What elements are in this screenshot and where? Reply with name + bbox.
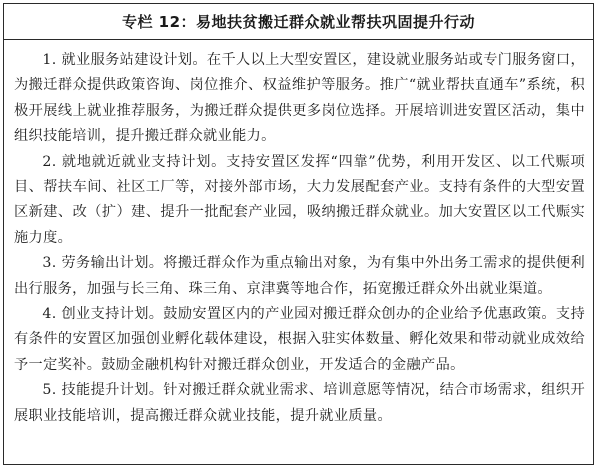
column-body: [4, 40, 593, 429]
paragraph-local-employment-support: 2. 就地就近就业支持计划。支持安置区发挥“四靠”优势，利用开发区、以工代赈项目、帮扶车间、社区工厂等，对接外部市场，大力发展配套产业。支持有条件的大型安置区新建、改（扩）建、提升一批配套产业园，吸纳搬迁群众就业。加大安置区以工代赈实施力度。: [14, 153, 585, 246]
column-box: [3, 3, 594, 465]
column-title: 专栏 12：易地扶贫搬迁群众就业帮扶巩固提升行动: [4, 4, 593, 40]
paragraph-labor-export: 3. 劳务输出计划。将搬迁群众作为重点输出对象，为有集中外出务工需求的提供便利出行服务，加强与长三角、珠三角、京津冀等地合作，拓宽搬迁群众外出就业渠道。: [14, 255, 585, 297]
paragraph-skill-upgrade: 5. 技能提升计划。针对搬迁群众就业需求、培训意愿等情况，结合市场需求，组织开展职业技能培训，提高搬迁群众就业技能，提升就业质量。: [14, 382, 585, 424]
paragraph-entrepreneurship-support: 4. 创业支持计划。鼓励安置区内的产业园对搬迁群众创办的企业给予优惠政策。支持有条件的安置区加强创业孵化载体建设，根据入驻实体数量、孵化效果和带动就业成效给予一定奖补。鼓励金融机构针对搬迁群众创业，开发适合的金融产品。: [14, 306, 585, 373]
paragraph-employment-service-station: 1. 就业服务站建设计划。在千人以上大型安置区，建设就业服务站或专门服务窗口，为搬迁群众提供政策咨询、岗位推介、权益维护等服务。推广“就业帮扶直通车”系统，积极开展线上就业推荐服务，为搬迁群众提供更多岗位选择。开展培训进安置区活动，集中组织技能培训，提升搬迁群众就业能力。: [14, 52, 585, 145]
